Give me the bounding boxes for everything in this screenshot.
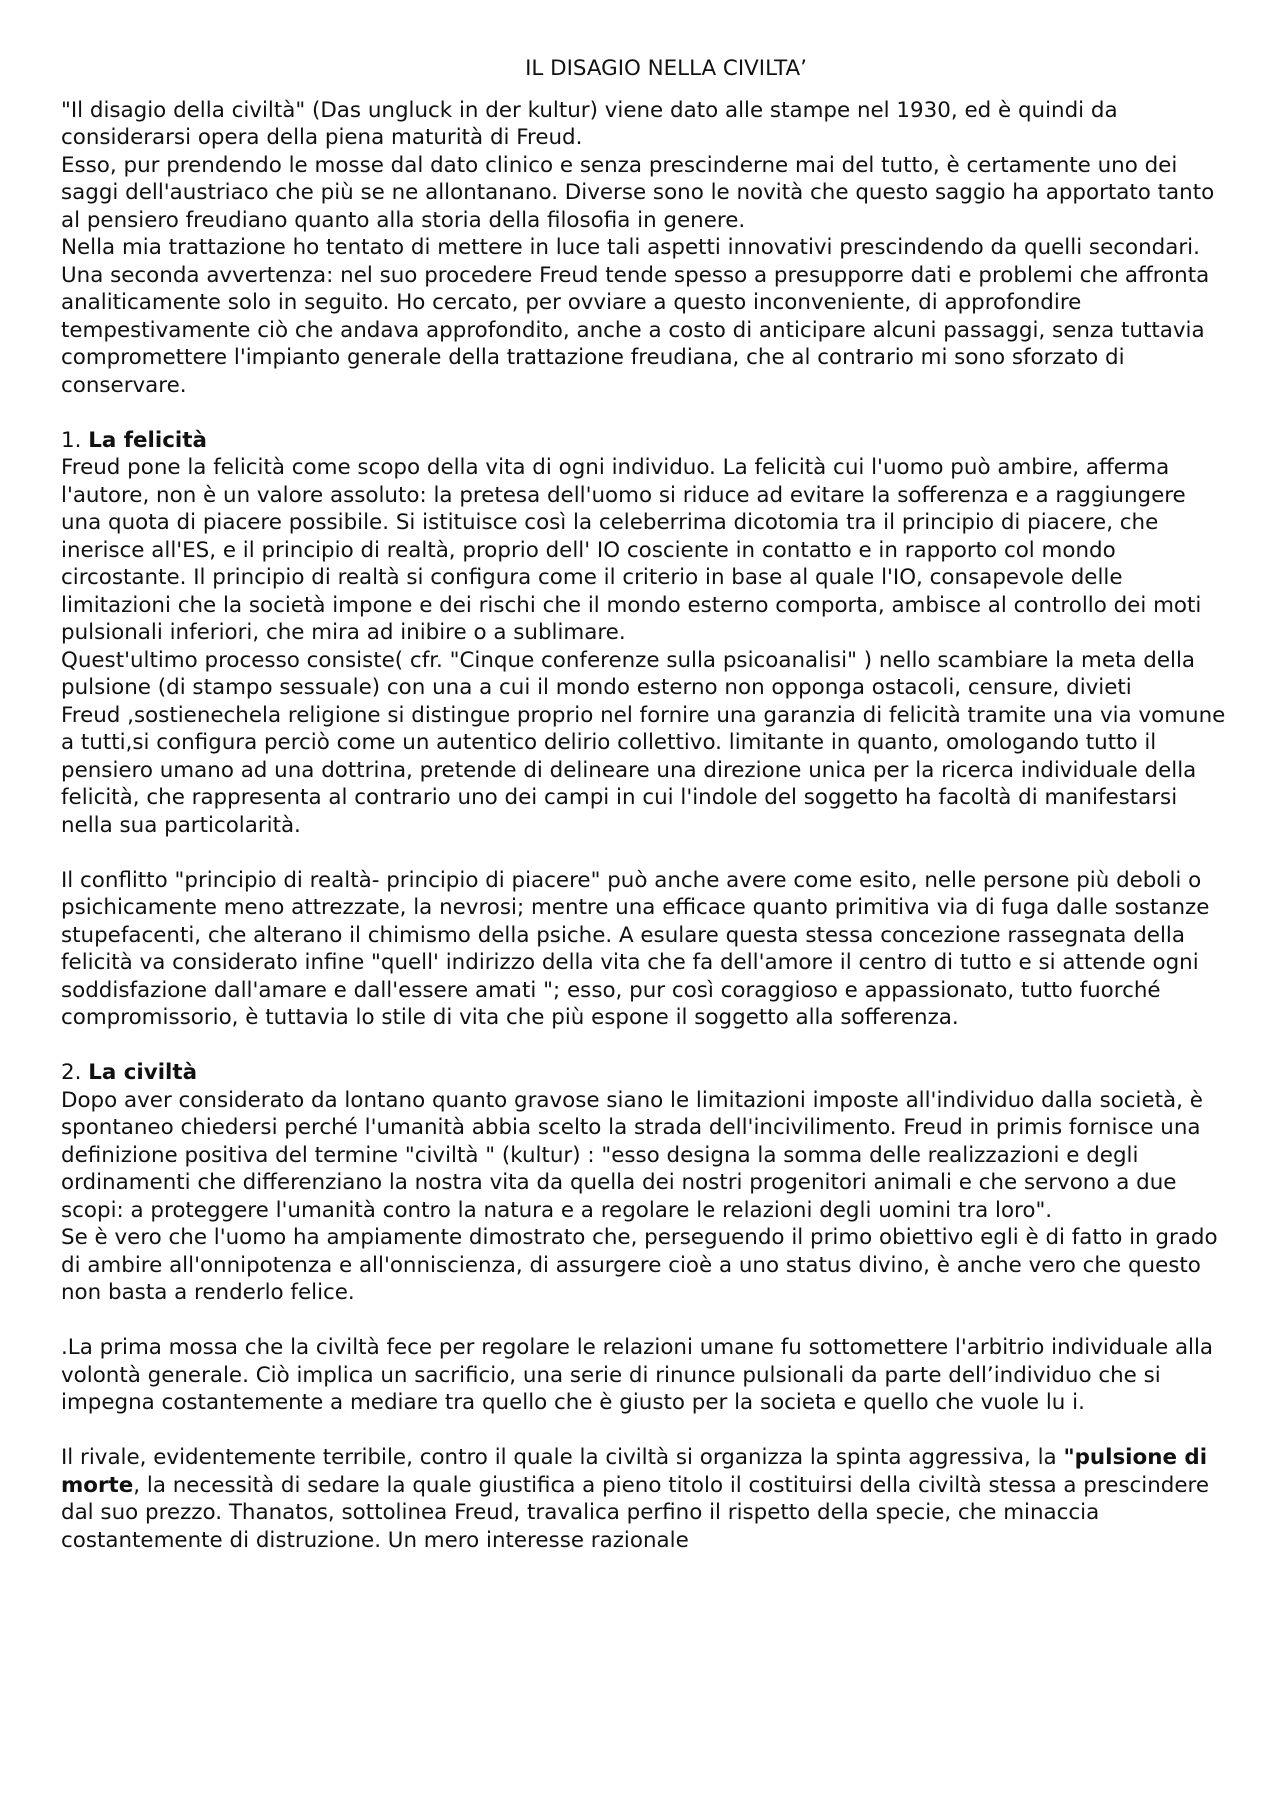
- body-paragraph: Se è vero che l'uomo ha ampiamente dimostrato che, perseguendo il primo obiettivo egli è di fatto in grado di ambire all'onnipotenza e all'onniscienza, di assurgere cioè a uno status divino, è anche vero che questo non basta a renderlo felice.: [61, 1225, 1218, 1305]
- intro-section: [61, 97, 1231, 400]
- body-paragraph: [61, 1444, 1231, 1554]
- body-paragraph: .La prima mossa che la civiltà fece per regolare le relazioni umane fu sottomettere l'arbitrio individuale alla volontà generale. Ciò implica un sacrificio, una serie di rinunce pulsionali da parte dell’individuo che si impegna costantemente a mediare tra quello che è giusto per la societa e quello che vuole lu i.: [61, 1335, 1214, 1415]
- section-felicita: [61, 427, 1231, 840]
- section-civilta-mossa: [61, 1334, 1231, 1417]
- section-heading: [61, 1059, 1231, 1087]
- section-civilta-rivale: [61, 1444, 1231, 1554]
- document-title: IL DISAGIO NELLA CIVILTA’: [525, 56, 807, 81]
- body-paragraph: Freud ,sostienechela religione si distingue proprio nel fornire una garanzia di felicità tramite una via vomune a tutti,si configura perciò come un autentico delirio collettivo. limitante in quanto, omologando tutto il pensiero umano ad una dottrina, pretende di delineare una direzione unica per la ricerca individuale della felicità, che rappresenta al contrario uno dei campi in cui l'indole del soggetto ha facoltà di manifestarsi nella sua particolarità.: [61, 702, 1226, 838]
- intro-paragraph: Esso, pur prendendo le mosse dal dato clinico e senza prescinderne mai del tutto, è certamente uno dei saggi dell'austriaco che più se ne allontanano. Diverse sono le novità che questo saggio ha apportato tanto al pensiero freudiano quanto alla storia della filosofia in genere.: [61, 152, 1215, 233]
- intro-paragraph: "Il disagio della civiltà" (Das ungluck in der kultur) viene dato alle stampe nel 1930, ed è quindi da considerarsi opera della piena maturità di Freud.: [61, 97, 1118, 150]
- section-heading: [61, 427, 1231, 455]
- bold-term: "pulsione di morte: [61, 1445, 1208, 1498]
- body-paragraph: Dopo aver considerato da lontano quanto gravose siano le limitazioni imposte all'individuo dalla società, è spontaneo chiedersi perché l'umanità abbia scelto la strada dell'incivilimento. Freud in primis fornisce una definizione positiva del termine "civiltà " (kultur) : "esso designa la somma delle realizzazioni e degli ordinamenti che differenziano la nostra vita da quella dei nostri progenitori animali e che servono a due scopi: a proteggere l'umanità contro la natura e a regolare le relazioni degli uomini tra loro".: [61, 1087, 1203, 1223]
- text-run: , la necessità di sedare la quale giustifica a pieno titolo il costituirsi della civiltà stessa a prescindere dal suo prezzo. Thanatos, sottolinea Freud, travalica perfino il rispetto della specie, che minaccia costantemente di distruzione. Un mero interesse razionale: [61, 1472, 1209, 1553]
- section-title: La civiltà: [88, 1060, 198, 1085]
- intro-paragraph: Nella mia trattazione ho tentato di mettere in luce tali aspetti innovativi prescindendo da quelli secondari.: [61, 235, 1200, 260]
- body-paragraph: Freud pone la felicità come scopo della vita di ogni individuo. La felicità cui l'uomo può ambire, afferma l'autore, non è un valore assoluto: la pretesa dell'uomo si riduce ad evitare la sofferenza e a raggiungere una quota di piacere possibile. Si istituisce così la celeberrima dicotomia tra il principio di piacere, che inerisce all'ES, e il principio di realtà, proprio dell' IO cosciente in contatto e in rapporto col mondo circostante. Il principio di realtà si configura come il criterio in base al quale l'IO, consapevole delle limitazioni che la società impone e dei rischi che il mondo esterno comporta, ambisce al controllo dei moti pulsionali inferiori, che mira ad inibire o a sublimare.: [61, 455, 1202, 645]
- section-number: 1.: [61, 427, 82, 453]
- section-title: La felicità: [88, 427, 207, 453]
- document-page: [61, 55, 1231, 1582]
- body-paragraph: Quest'ultimo processo consiste( cfr. "Cinque conferenze sulla psicoanalisi" ) nello scambiare la meta della pulsione (di stampo sessuale) con una a cui il mondo esterno non opponga ostacoli, censure, divieti: [61, 647, 1196, 700]
- intro-paragraph: Una seconda avvertenza: nel suo procedere Freud tende spesso a presupporre dati e problemi che affronta analiticamente solo in seguito. Ho cercato, per ovviare a questo inconveniente, di approfondire tempestivamente ciò che andava approfondito, anche a costo di anticipare alcuni passaggi, senza tuttavia compromettere l'impianto generale della trattazione freudiana, che al contrario mi sono sforzato di conservare.: [61, 262, 1210, 398]
- section-number: 2.: [61, 1060, 82, 1085]
- section-civilta: [61, 1059, 1231, 1307]
- section-felicita-conflitto: [61, 867, 1231, 1032]
- body-paragraph: Il conflitto "principio di realtà- principio di piacere" può anche avere come esito, nelle persone più deboli o psichicamente meno attrezzate, la nevrosi; mentre una efficace quanto primitiva via di fuga dalle sostanze stupefacenti, che alterano il chimismo della psiche. A esulare questa stessa concezione rassegnata della felicità va considerato infine "quell' indirizzo della vita che fa dell'amore il centro di tutto e si attende ogni soddisfazione dall'amare e dall'essere amati "; esso, pur così coraggioso e appassionato, tutto fuorché compromissorio, è tuttavia lo stile di vita che più espone il soggetto alla sofferenza.: [61, 867, 1210, 1030]
- text-run: Il rivale, evidentemente terribile, contro il quale la civiltà si organizza la spinta aggressiva, la: [61, 1445, 1064, 1470]
